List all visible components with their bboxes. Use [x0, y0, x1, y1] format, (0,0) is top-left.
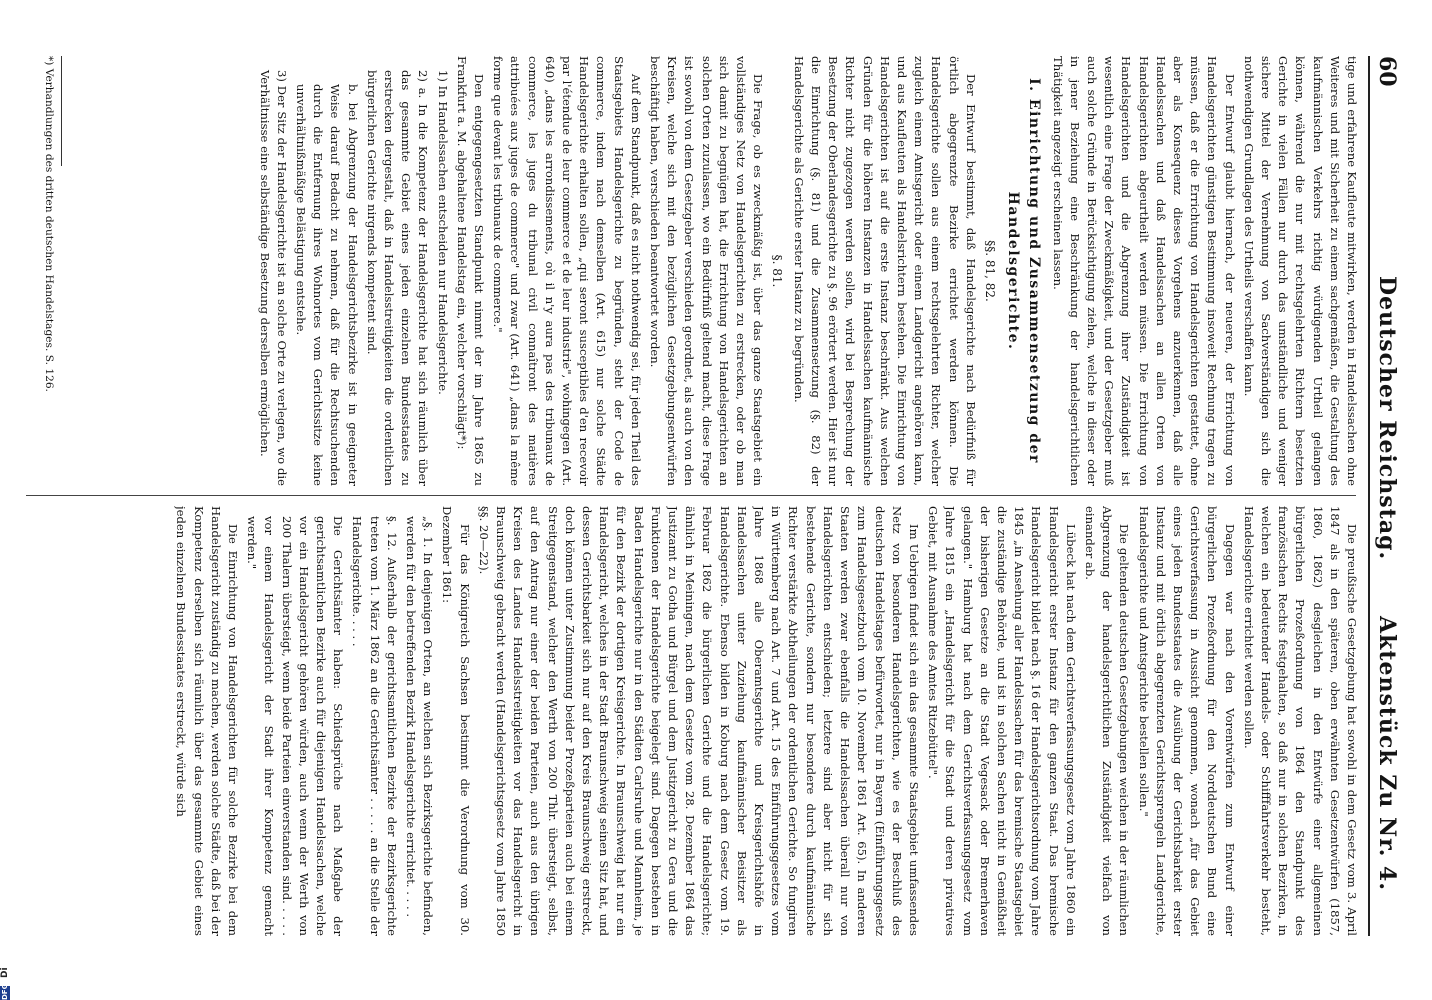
- section-marker: §. 81.: [770, 254, 785, 288]
- paragraph: Die Einrichtung von Handelsgerichten für solche Bezirke bei dem Handelsgericht zuständig zu machen, werden solche Städte, daß bei der Kompetenz derselben sich räumlich über das gesammte Gebiet eines jeden einzelnen Bundesstaates erstreckt, würde sich: [174, 506, 240, 936]
- quoted-paragraph: §. 12. Außerhalb der gerichtsamtlichen Bezirke der Bezirksgerichte treten vom 1. März 1862 an die Gerichtsämter . . . . . an die Stelle der Handelsgerichte. . . . .: [350, 516, 399, 936]
- footnote-rule: [61, 56, 62, 166]
- header-left-title: Deutscher Reichstag.: [1374, 276, 1400, 561]
- rotated-document-page: [0, 28, 1412, 968]
- list-item: 1) In Handelssachen entscheiden nur Handelsgerichte.: [435, 70, 450, 395]
- paragraph: Der Entwurf bestimmt, daß Handelsgerichte nach Bedürfniß für örtlich abgegrenzte Bezirke errichtet werden können. Die Handelsgerichte sollen aus einem rechtsgelehrten Richter, welcher zugleich einem Amtsgericht oder einem Landgericht angehören kann, und aus Kaufleuten als Handelsrichtern bestehen. Die Einrichtung von Handelsgerichten ist auf die erste Instanz beschränkt. Aus welchen Gründen für die höheren Instanzen in Handelssachen kaufmännische Richter nicht zugezogen werden sollen, wird bei Besprechung der Besetzung der Oberlandesgerichte zu §. 96 erörtert werden. Hier ist nur die Einrichtung (§. 81) und die Zusammensetzung (§. 82) der Handelsgerichte als Gerichte erster Instanz zu begründen.: [791, 56, 978, 486]
- paragraph: Für das Königreich Sachsen bestimmt die Verordnung vom 30. Dezember 1861:: [440, 506, 472, 936]
- paragraph: Im Uebrigen findet sich ein das gesammte Staatsgebiet umfassendes Netz von besonderen Handelsgerichten, wie es der Beschluß des deutschen Handelstages befürwortet, nur in Bayern (Einführungsgesetz zum Handelsgesetzbuch vom 10. November 1861 Art. 65). In anderen Staaten werden zwar ebenfalls die Handelssachen überall nur von Handelsgerichten entschieden; letztere sind aber nicht für sich bestehende Gerichte, sondern nur besondere durch kaufmännische Richter verstärkte Abtheilungen der ordentlichen Gerichte. So fungiren in Württemberg nach Art. 7 und Art. 15 des Einführungsgesetzes vom Jahre 1868 alle Oberamtsgerichte und Kreisgerichtshöfe in Handelssachen unter Zuziehung kaufmännischer Beisitzer als Handelsgerichte. Ebenso bilden in Koburg nach dem Gesetz vom 19. Februar 1862 die bürgerlichen Gerichte und die Handelsgerichte; ähnlich in Meiningen, nach dem Gesetze vom 28. Dezember 1864 das Justizamt zu Gotha und Bürgel und dem Justizgericht zu Gera und die Funktionen der Handelsgerichte beigelegt sind. Dagegen bestehen in Baden Handelsgerichte nur in den Städten Carlsruhe und Mannheim, je für den Bezirk der dortigen Kreisgerichte. In Braunschweig hat nur ein Handelsgericht, welches in der Stadt Braunschweig seinen Sitz hat, und dessen Gerichtsbarkeit sich nur auf den Kreis Braunschweig erstreckt, doch können unter Zustimmung beider Prozeßparteien auch bei einem Streitgegenstand, welcher den Werth von 200 Thlr. übersteigt, selbst, auf den Antrag nur einer der beiden Parteien, auch aus den übrigen Kreisen des Landes Handelsstreitigkeiten vor das Handelsgericht in Braunschweig gebracht werden (Handelsgerichtsgesetz vom Jahre 1850 §§. 20—22).: [476, 506, 921, 936]
- quoted-paragraph: Die Gerichtsämter haben: Schiedsprüche nach Maßgabe der gerichtsamtlichen Bezirke auch für diejenigen Handelssachen, welche vor ein Handelsgericht gehören würden, auch wenn der Werth von 200 Thalern übersteigt, wenn beide Parteien einverstanden sind. . . . . vor einem Handelsgericht der Stadt ihrer Kompetenz gemacht werden.": [245, 516, 346, 936]
- paragraph: Lübeck hat nach dem Gerichtsverfassungsgesetz vom Jahre 1860 ein Handelsgericht erster Instanz für den ganzen Staat. Das bremische Handelsgericht bildet nach §. 16 der Handelsgerichtsordnung vom Jahre 1845 „in Ansehung aller Handelssachen für das bremische Staatsgebiet die zuständige Behörde, und ist in solchen Sachen nicht in Gemäßheit der bisherigen Gesetze an die Stadt Vegesack oder Bremerhaven gelangen." Hamburg hat nach dem Gerichtsverfassungsgesetz vom Jahre 1815 ein „Handelsgericht für die Stadt und deren privatives Gebiet, mit Ausnahme des Amtes Ritzebüttel".: [926, 506, 1078, 936]
- right-column: [70, 506, 1360, 936]
- list-item: 3) Der Sitz der Handelsgerichte ist an solche Orte zu verlegen, wo die Verhältnisse eine selbständige Besetzung derselben ermöglichen.: [257, 70, 289, 486]
- page-number: 60: [1374, 56, 1400, 87]
- paragraph: Die Frage, ob es zweckmäßig ist, über das ganze Staatsgebiet ein vollständiges Netz von Handelsgerichten zu erstrecken, oder ob man sich damit zu begnügen hat, die Errichtung von Handelsgerichten an solchen Orten zuzulassen, wo ein Bedürfniß geltend macht, diese Frage ist sowohl von dem Gesetzgeber verschieden geordnet, als auch von den Kreisen, welche sich mit den bezüglichen Gesetzgebungsentwürfen beschäftigt haben, verschieden beantwortet worden.: [648, 56, 766, 486]
- list-sub-item: b. bei Abgrenzung der Handelsgerichtsbezirke ist in geeigneter Weise darauf Bedacht zu nehmen, daß für die Rechtsuchenden durch die Entfernung ihres Wohnortes vom Gerichtssitze keine unverhältnißmäßige Belästigung entstehe.: [294, 84, 360, 486]
- footnote: *) Verhandlungen des dritten deutschen Handelstages. S. 126.: [43, 56, 55, 392]
- section-heading: I. Einrichtung und Zusammensetzung der: [1026, 78, 1043, 464]
- paragraph: Die preußische Gesetzgebung hat sowohl in dem Gesetz vom 3. April 1847 als in den späteren, oben erwähnten Gesetzentwürfen (1857, 1860, 1862) desgleichen in den Entwürfe einer allgemeinen bürgerlichen Prozeßordnung von 1864 den Standpunkt des französischen Rechts festgehalten, so daß nur in solchen Bezirken, in welchen ein bedeutender Handels- oder Schifffahrtsverkehr besteht, Handelsgerichte errichtet werden sollen.: [1241, 506, 1359, 936]
- section-sub-heading: Handelsgerichte.: [1005, 191, 1022, 351]
- section-marker: §§. 81, 82.: [982, 240, 997, 302]
- paragraph: Dagegen war nach den Vorentwürfen zum Entwurf einer bürgerlichen Prozeßordnung für den Norddeutschen Bund eine Gerichtsverfassung in Aussicht genommen, wonach „für das Gebiet eines jeden Bundesstaates die Ausübung der Gerichtsbarkeit erster Instanz und mit örtlich abgegrenzten Gerichtssprengeln Landgerichte, Handelsgerichte und Amtsgerichte bestellen sollen.": [1136, 506, 1237, 936]
- left-column: [70, 56, 1360, 486]
- paragraph: tige und erfahrene Kaufleute mitwirken, werden in Handelssachen ohne Weiteres und mit Sicherheit zu einem sachgemäßen, die Gestaltung des kaufmännischen Verkehrs richtig würdigenden Urtheil gelangen können, während die nur mit rechtsgelehrten Richtern besetzten Gerichte in vielen Fällen nur durch das umständliche und weniger sichere Mittel der Vernehmung von Sachverständigen sich die nothwendigen Grundlagen des Urtheils verschaffen kann.: [1241, 56, 1359, 486]
- paragraph: Den entgegengesetzten Standpunkt nimmt der im Jahre 1865 zu Frankfurt a. M. abgehaltene Handelstag ein, welcher vorschlägt*):: [454, 56, 487, 486]
- list-item: 2) a. In die Kompetenz der Handelsgerichte hat sich räumlich über das gesammte Gebiet eines jeden einzelnen Bundesstaates zu erstrecken dergestalt, daß in Handelsstreitigkeiten die ordentlichen bürgerlichen Gerichte nirgends kompetent sind.: [364, 70, 431, 486]
- column-divider: [26, 495, 1356, 496]
- page-header: [1368, 56, 1404, 936]
- dfg-logo: DFG: [1, 983, 9, 1000]
- quoted-paragraph: „§. 1. In denjenigen Orten, an welchen sich Bezirksgerichte befinden, werden für den betreffenden Bezirk Handelsgerichte errichtet. . . . .: [404, 516, 436, 936]
- paragraph: Der Entwurf glaubt hiernach, der neueren, der Errichtung von Handelsgerichten günstigen Bestimmung insoweit Rechnung tragen zu müssen, daß er die Errichtung von Handelsgerichten gestattet, ohne aber als Konsequenz dieses Vorgehens anzuerkennen, daß alle Handelssachen und daß Handelssachen an allen Orten von Handelsgerichten abgeurtheilt werden müssen. Die Errichtung von Handelsgerichten und die Abgrenzung ihrer Zuständigkeit ist wesentlich eine Frage der Zweckmäßigkeit, und der Gesetzgeber muß auch solche Gründe in Berücksichtigung ziehen, welche in dieser oder in jener Beziehung eine Beschränkung der handelsgerichtlichen Thätigkeit angezeigt erscheinen lassen.: [1050, 56, 1237, 486]
- header-right-title: Aktenstück Zu Nr. 4.: [1374, 616, 1400, 891]
- paragraph: Die geltenden deutschen Gesetzgebungen weichen in der räumlichen Abgrenzung der handelsgerichtlichen Zuständigkeit vielfach von einander ab.: [1082, 506, 1132, 936]
- paragraph: Auf dem Standpunkt, daß es nicht nothwendig sei, für jeden Theil des Staatsgebiets Handelsgerichte zu begründen, steht der Code de commerce, indem nach demselben (Art. 615) nur solche Städte Handelsgerichte erhalten sollen, „qui seront susceptibles d'en recevoir par l'étendue de leur commerce et de leur industrie", wohingegen (Art. 640) „dans les arrondissements, où il n'y aura pas des tribunaux de commerce, les juges du tribunal civil connaîtront des matières attribuées aux juges de commerce" und zwar (Art. 641) „dans la même forme que devant les tribunaux de commerce.": [491, 56, 643, 486]
